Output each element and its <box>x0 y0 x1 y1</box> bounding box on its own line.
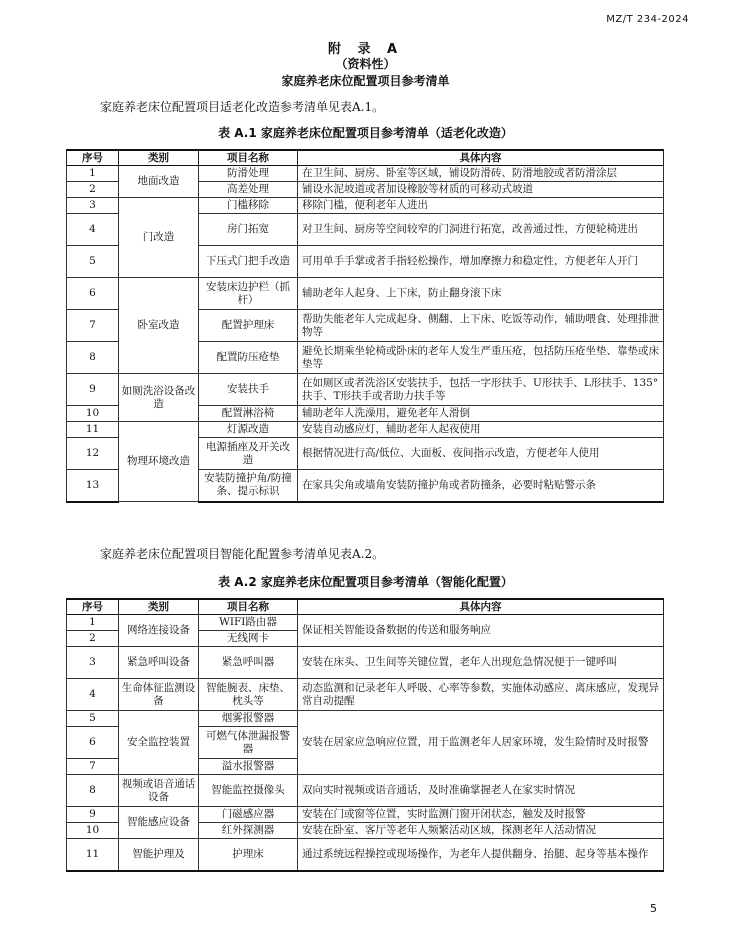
table2-caption: 表 A.2 家庭养老床位配置项目参考清单（智能化配置） <box>218 575 513 589</box>
item-content: 安装在门或窗等位置，实时监测门窗开闭状态，触发及时报警 <box>298 807 664 823</box>
category-cell: 生命体征监测设备 <box>119 679 199 711</box>
col-header: 项目名称 <box>199 599 298 615</box>
item-name: 门槛移除 <box>199 198 298 214</box>
appendix-title: 附 录 A <box>327 42 404 57</box>
item-content: 安装在居家应急响应位置，用于监测老年人居家环境，发生险情时及时报警 <box>298 711 664 775</box>
appendix-note: （资料性） <box>335 57 396 71</box>
item-name: 烟雾报警器 <box>199 711 298 727</box>
row-number: 7 <box>67 310 119 342</box>
intro-paragraph-1: 家庭养老床位配置项目适老化改造参考清单见表A.1。 <box>100 100 385 114</box>
col-header: 具体内容 <box>298 599 664 615</box>
item-name: 高差处理 <box>199 182 298 198</box>
category-cell: 物理环境改造 <box>119 422 199 502</box>
table-row <box>67 374 664 406</box>
category-cell: 紧急呼叫设备 <box>119 647 199 679</box>
item-content: 动态监测和记录老年人呼吸、心率等参数，实施体动感应、离床感应，发现异常自动提醒 <box>298 679 664 711</box>
item-name: 智能监控摄像头 <box>199 775 298 807</box>
page-number: 5 <box>650 902 657 915</box>
item-name: 配置防压疮垫 <box>199 342 298 374</box>
table-row <box>67 422 664 438</box>
item-name: 下压式门把手改造 <box>199 246 298 278</box>
row-number: 4 <box>67 679 119 711</box>
item-content: 根据情况进行高/低位、大面板、夜间指示改造，方便老年人使用 <box>298 438 664 470</box>
col-header: 类别 <box>119 150 199 166</box>
table-a1 <box>66 149 664 503</box>
row-number: 13 <box>67 470 119 502</box>
table-row <box>67 647 664 679</box>
row-number: 9 <box>67 807 119 823</box>
row-number: 4 <box>67 214 119 246</box>
table-row <box>67 198 664 214</box>
item-content: 安装在卧室、客厅等老年人频繁活动区域，探测老年人活动情况 <box>298 823 664 839</box>
item-content: 铺设水泥坡道或者加设橡胶等材质的可移动式坡道 <box>298 182 664 198</box>
item-name: 安装床边护栏（抓杆） <box>199 278 298 310</box>
item-content: 通过系统远程操控或现场操作，为老年人提供翻身、抬腿、起身等基本操作 <box>298 839 664 871</box>
item-name: 紧急呼叫器 <box>199 647 298 679</box>
item-content: 在家具尖角或墙角安装防撞护角或者防撞条，必要时粘贴警示条 <box>298 470 664 502</box>
table-row <box>67 839 664 871</box>
row-number: 11 <box>67 839 119 871</box>
col-header: 序号 <box>67 150 119 166</box>
row-number: 6 <box>67 278 119 310</box>
item-content: 辅助老年人洗澡用，避免老年人滑倒 <box>298 406 664 422</box>
row-number: 12 <box>67 438 119 470</box>
table-header-row <box>67 599 664 615</box>
row-number: 6 <box>67 727 119 759</box>
table-a2 <box>66 598 664 872</box>
row-number: 10 <box>67 823 119 839</box>
table-row <box>67 807 664 823</box>
appendix-heading: 家庭养老床位配置项目参考清单 <box>281 74 450 88</box>
category-cell: 安全监控装置 <box>119 711 199 775</box>
item-content: 避免长期乘坐轮椅或卧床的老年人发生严重压疮，包括防压疮坐垫、靠垫或床垫等 <box>298 342 664 374</box>
table-row <box>67 679 664 711</box>
category-cell: 如厕洗浴设备改造 <box>119 374 199 422</box>
row-number: 10 <box>67 406 119 422</box>
item-content: 移除门槛，便利老年人进出 <box>298 198 664 214</box>
item-content: 在卫生间、厨房、卧室等区域，铺设防滑砖、防滑地胶或者防滑涂层 <box>298 166 664 182</box>
table-header-row <box>67 150 664 166</box>
item-name: 智能腕表、床垫、枕头等 <box>199 679 298 711</box>
row-number: 3 <box>67 198 119 214</box>
col-header: 类别 <box>119 599 199 615</box>
col-header: 序号 <box>67 599 119 615</box>
item-content: 保证相关智能设备数据的传送和服务响应 <box>298 615 664 647</box>
table-row <box>67 278 664 310</box>
item-name: 安装防撞护角/防撞条、提示标识 <box>199 470 298 502</box>
standard-code: MZ/T 234-2024 <box>606 14 689 25</box>
item-content: 安装在床头、卫生间等关键位置，老年人出现危急情况便于一键呼叫 <box>298 647 664 679</box>
item-name: 防滑处理 <box>199 166 298 182</box>
item-name: 安装扶手 <box>199 374 298 406</box>
row-number: 2 <box>67 182 119 198</box>
item-name: 无线网卡 <box>199 631 298 647</box>
row-number: 7 <box>67 759 119 775</box>
category-cell: 网络连接设备 <box>119 615 199 647</box>
item-name: 门磁感应器 <box>199 807 298 823</box>
item-name: 配置淋浴椅 <box>199 406 298 422</box>
item-name: 护理床 <box>199 839 298 871</box>
row-number: 5 <box>67 711 119 727</box>
item-content: 可用单手手掌或者手指轻松操作，增加摩擦力和稳定性，方便老年人开门 <box>298 246 664 278</box>
item-content: 双向实时视频或语音通话，及时准确掌握老人在家实时情况 <box>298 775 664 807</box>
item-name: 配置护理床 <box>199 310 298 342</box>
col-header: 项目名称 <box>199 150 298 166</box>
row-number: 1 <box>67 166 119 182</box>
row-number: 9 <box>67 374 119 406</box>
row-number: 8 <box>67 342 119 374</box>
item-content: 对卫生间、厨房等空间较窄的门洞进行拓宽，改善通过性，方便轮椅进出 <box>298 214 664 246</box>
table1-caption: 表 A.1 家庭养老床位配置项目参考清单（适老化改造） <box>218 126 513 140</box>
table-row <box>67 615 664 631</box>
category-cell: 智能感应设备 <box>119 807 199 839</box>
row-number: 3 <box>67 647 119 679</box>
item-name: 红外探测器 <box>199 823 298 839</box>
table-row <box>67 166 664 182</box>
item-name: 房门拓宽 <box>199 214 298 246</box>
item-content: 在如厕区或者洗浴区安装扶手，包括一字形扶手、U形扶手、L形扶手、135°扶手、T形扶手或者助力扶手等 <box>298 374 664 406</box>
col-header: 具体内容 <box>298 150 664 166</box>
category-cell: 门改造 <box>119 198 199 278</box>
row-number: 11 <box>67 422 119 438</box>
row-number: 2 <box>67 631 119 647</box>
row-number: 8 <box>67 775 119 807</box>
category-cell: 卧室改造 <box>119 278 199 374</box>
item-content: 安装自动感应灯，辅助老年人起夜使用 <box>298 422 664 438</box>
item-name: 可燃气体泄漏报警器 <box>199 727 298 759</box>
item-name: 溢水报警器 <box>199 759 298 775</box>
row-number: 1 <box>67 615 119 631</box>
item-content: 辅助老年人起身、上下床，防止翻身滚下床 <box>298 278 664 310</box>
intro-paragraph-2: 家庭养老床位配置项目智能化配置参考清单见表A.2。 <box>100 547 385 561</box>
category-cell: 智能护理及 <box>119 839 199 871</box>
row-number: 5 <box>67 246 119 278</box>
table-row <box>67 775 664 807</box>
item-name: 电源插座及开关改造 <box>199 438 298 470</box>
table-row <box>67 711 664 727</box>
category-cell: 视频或语音通话设备 <box>119 775 199 807</box>
item-name: WIFI路由器 <box>199 615 298 631</box>
item-content: 帮助失能老年人完成起身、侧翻、上下床、吃饭等动作，辅助喂食、处理排泄物等 <box>298 310 664 342</box>
category-cell: 地面改造 <box>119 166 199 198</box>
item-name: 灯源改造 <box>199 422 298 438</box>
